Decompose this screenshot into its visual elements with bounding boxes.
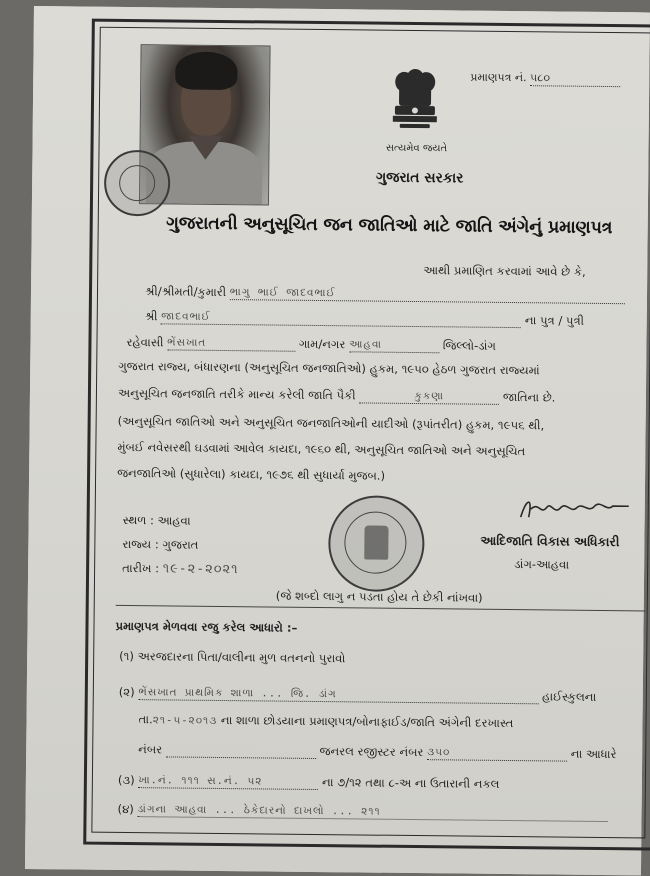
emblem-motto: સત્યમેવ જયતે	[385, 142, 448, 155]
basis-2-prefix: (૨)	[118, 684, 135, 700]
state-label: રાજ્ય : ગુજરાત	[122, 536, 199, 552]
certify-line: આથી પ્રમાણિત કરવામાં આવે છે કે,	[423, 263, 586, 279]
register-value: ૩૫૦	[427, 746, 451, 759]
office-seal-stamp	[328, 495, 425, 592]
para2-line2: મુંબઈ નવેસરથી ઘડવામાં આવેલ કાયદા, ૧૯૬૦ થી, અનુસૂચિત જાતિઓ અને અનુસૂચિત	[117, 439, 526, 459]
officer-place: ડાંગ-આહવા	[514, 557, 570, 572]
officer-title: આદિજાતિ વિકાસ અધિકારી	[480, 532, 620, 550]
basis-2-suffix: હાઈસ્કુલના	[541, 689, 597, 704]
place-label: સ્થળ : આહવા	[122, 512, 191, 528]
date-value: ૧૯-૨-૨૦૨૧	[162, 561, 239, 578]
son-daughter-label: ના પુત્ર / પુત્રી	[524, 313, 585, 328]
basis-item-1: (૧) અરજદારના પિતા/વાલીના મુળ વતનનો પુરાવો	[119, 648, 346, 666]
basis-3-value: ખા.નં. ૧૧૧ સ.નં. ૫૨	[138, 774, 263, 788]
certificate-paper	[25, 6, 650, 875]
certificate-title: ગુજરાતની અનુસૂચિત જન જાતિઓ માટે જાતિ અંગેનું પ્રમાણપત્ર	[166, 213, 613, 239]
register-label: જનરલ રજીસ્ટર નંબર	[319, 744, 424, 760]
resident-label: રહેવાસી	[126, 334, 164, 350]
basis-2c-label: નંબર	[138, 742, 163, 757]
date-row	[122, 561, 239, 577]
certificate-number-value: ૫૮૦	[530, 71, 620, 87]
para1-line2-end: જાતિના છે.	[502, 389, 556, 405]
name-value: ભાગુ ભાઈ જાદવભાઈ	[229, 286, 336, 300]
basis-3-text: ના ૭/૧૨ તથા ૮-અ ના ઉતારાની નકલ	[321, 775, 500, 791]
para2-line3: જનજાતિઓ (સુધારેલા) કાયદા, ૧૯૭૬ થી સુધાર્યા મુજબ.)	[117, 465, 386, 483]
basis-4-value: ડાંગના આહવા ... ઠેકેદારનો દાખલો ... ૨૧૧	[137, 803, 381, 818]
basis-2b-text: ના શાળા છોડયાના પ્રમાણપત્ર/બોનાફાઈડ/જાતિ અંગેની દરખાસ્ત	[220, 712, 514, 731]
certificate-number-label: પ્રમાણપત્ર નં.	[470, 70, 527, 85]
state-emblem-icon	[390, 68, 441, 139]
certificate-number	[470, 71, 620, 88]
strike-note: (જે શબ્દો લાગુ ન પડતા હોય તે છેકી નાંખવા)	[275, 588, 483, 605]
basis-heading: પ્રમાણપત્ર મેળવવા રજુ કરેલ આધારો :–	[115, 618, 298, 635]
basis-2-value: ભેંસખાત પ્રાથમિક શાળા ... જિ. ડાંગ	[138, 686, 337, 701]
basis-2b-prefix: તા.	[138, 712, 153, 727]
village-value: આહવા	[348, 338, 383, 351]
photo-seal-stamp	[104, 150, 171, 217]
basis-4-prefix: (૪)	[117, 801, 134, 817]
basis-2c-end: ના આધારે	[570, 746, 617, 762]
para1-line2-text: અનુસૂચિત જનજાતિ તરીકે માન્ય કરેલી જાતિ પૈકી	[117, 385, 356, 403]
father-label: શ્રી	[144, 309, 158, 324]
para1-line1: ગુજરાત રાજ્ય, બંધારણના (અનુસૂચિત જનજાતિઓ) હુકમ, ૧૯૫૦ હેઠળ ગુજરાત રાજ્યમાં	[118, 358, 540, 378]
caste-value: કુકણા	[414, 390, 445, 403]
officer-signature	[517, 495, 633, 524]
government-name: ગુજરાત સરકાર	[375, 169, 464, 187]
basis-2b-date: ૨૧-૫-૨૦૧૩	[152, 714, 218, 727]
basis-3-prefix: (૩)	[117, 772, 135, 788]
name-label: શ્રી/શ્રીમતી/કુમારી	[144, 284, 227, 300]
district-label: જિલ્લો-ડાંગ	[442, 338, 496, 353]
date-label: તારીખ :	[122, 560, 160, 576]
village-label: ગામ/નગર	[298, 336, 346, 352]
resident-value: ભેંસખાત	[167, 336, 207, 349]
para2-line1: (અનુસૂચિત જાતિઓ અને અનુસૂચિત જનજાતિઓની યાદીઓ (રૂપાંતરીત) હુકમ, ૧૯૫૬ થી,	[117, 413, 545, 433]
father-value: જાદવભાઈ	[161, 310, 211, 323]
